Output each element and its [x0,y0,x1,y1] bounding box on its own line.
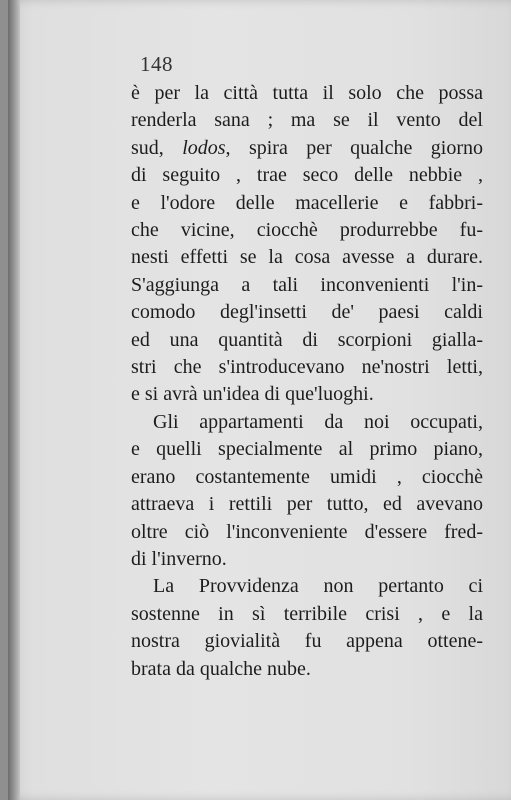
text-line: attraeva i rettili per tutto, ed avevano [131,493,483,516]
text-line: stri che s'introducevano ne'nostri letti, [131,356,483,379]
text-line: nostra giovialità fu appena ottene- [131,630,483,653]
text-line: Gli appartamenti da noi occupati, [153,410,483,433]
text-line: e si avrà un'idea di que'luoghi. [131,383,374,406]
text-line: e l'odore delle macellerie e fabbri- [131,191,483,214]
text-line: comodo degl'insetti de' paesi caldi [131,301,483,324]
text-line: sud, lodos, spira per qualche giorno [131,136,483,159]
text-line: e quelli specialmente al primo piano, [131,438,483,461]
text-line: oltre ciò l'inconveniente d'essere fred- [131,520,483,543]
text-line: brata da qualche nube. [131,657,311,680]
text-line: che vicine, ciocchè produrrebbe fu- [131,219,483,242]
text-line: nesti effetti se la cosa avesse a durare. [131,246,483,269]
text-line: renderla sana ; ma se il vento del [131,109,483,132]
page-gutter-shadow [8,0,20,800]
text-line: La Provvidenza non pertanto ci [153,575,483,598]
text-line: ed una quantità di scorpioni gialla- [131,328,483,351]
text-line: S'aggiunga a tali inconvenienti l'in- [131,273,483,296]
body-text [131,80,483,683]
text-line: è per la città tutta il solo che possa [131,82,483,104]
text-line: sostenne in sì terribile crisi , e la [131,602,483,625]
text-line: di l'inverno. [131,547,227,570]
text-line: di seguito , trae seco delle nebbie , [131,164,483,187]
text-line: erano costantemente umidi , ciocchè [131,465,483,488]
page-number: 148 [140,52,173,76]
book-page [8,0,511,800]
